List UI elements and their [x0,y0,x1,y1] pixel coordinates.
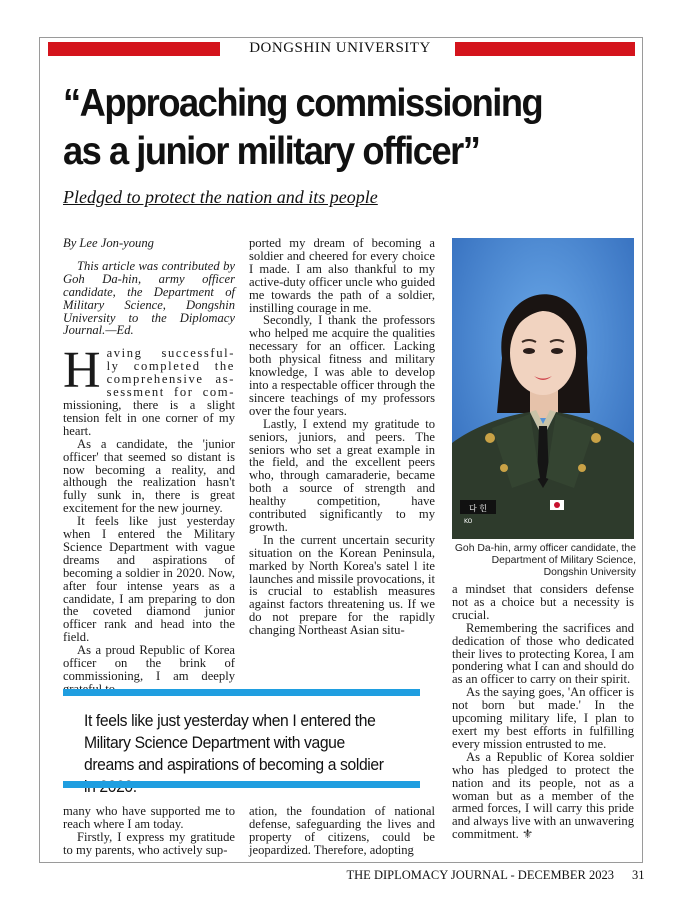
paragraph: Remembering the sacrifices and dedication of those who dedicated their lives to protecting Korea, I am pondering what I can and should do as an officer to carry on their spirit. [452,620,634,687]
paragraph: many who have supported me to reach where I am today. [63,804,235,831]
name-tag-sub: KO [464,518,473,525]
headline-line-1: “Approaching commissioning [63,82,543,125]
portrait-illustration [452,238,634,539]
drop-line-3: comprehensive as- [106,372,235,387]
headline-line-2: as a junior military officer” [63,130,480,173]
drop-line-1: aving successful- [106,346,235,361]
page-number: 31 [632,868,645,882]
banner-bar-right [455,42,635,56]
paragraph: ported my dream of becoming a soldier and cheered for every choice I made. I am also thankful to my active-duty officer uncle who guided me towards the path of a soldier, instilling courage in me. [249,236,435,315]
footer-publication: THE DIPLOMACY JOURNAL - DECEMBER 2023 [346,868,614,882]
headline [63,80,584,176]
column-1-bottom [63,805,235,857]
column-2-bottom [249,805,435,857]
photo-caption: Goh Da-hin, army officer candidate, the Department of Military Science, Dongshin University [454,543,636,579]
paragraph: As a candidate, the 'junior officer' that seemed so distant is now becoming a reality, and although the realization hasn't fully sunk in, there is great excitement for the new journey. [63,436,235,516]
column-1 [63,237,235,696]
pullquote-bar-bottom [63,781,420,788]
subheadline: Pledged to protect the nation and its people [63,187,378,207]
byline: By Lee Jon-young [63,236,154,250]
section-title: DONGSHIN UNIVERSITY [249,40,431,56]
end-mark-icon: ⚜ [521,827,534,842]
closing-text: As a Republic of Korea soldier who has pledged to protect the nation and its people, not as a woman but as a member of the armed forces, I will carry this pride and always live with an unwavering commitment. [452,749,634,842]
paragraph: a mindset that considers defense not as a choice but a necessity is crucial. [452,582,634,622]
paragraph: As the saying goes, 'An officer is not born but made.' In the upcoming military life, I plan to exert my best efforts in fulfilling every mission entrusted to me. [452,685,634,751]
paragraph: Firstly, I express my gratitude to my parents, who actively sup- [63,829,235,857]
contributor-note: This article was contributed by Goh Da-hin, army officer candidate, the Department of Military Science, Dongshin University to the Diplomacy Journal.—Ed. [63,258,235,338]
column-3 [452,583,634,841]
drop-line-2: ly completed the [106,359,235,374]
paragraph: In the current uncertain security situation on the Korean Peninsula, marked by North Korea's satel l ite launches and missile provocations, it is crucial to establish measures against factors threatening us. If we do not prepare for the rapidly changing Northeast Asian situ- [249,532,435,638]
banner-bar-left [48,42,220,56]
paragraph: ation, the foundation of national defense, safeguarding the lives and property of citizens, could be jeopardized. Therefore, adopting [249,804,435,857]
paragraph: Secondly, I thank the professors who helped me acquire the qualities necessary for an officer. Lacking both physical fitness and military knowledge, I was able to develop into a respectable officer through the sincere teachings of my professors over the four years. [249,313,435,418]
opening-rest: missioning, there is a slight tension felt in one corner of my heart. [63,397,235,438]
pullquote-bar-top [63,689,420,696]
paragraph-opening [63,342,235,438]
portrait-photo [452,238,634,539]
name-tag-text: 다 힌 [469,504,487,513]
paragraph: As a proud Republic of Korea officer on the brink of commissioning, I am deeply [63,643,235,683]
drop-cap: H [63,342,101,400]
paragraph: Lastly, I extend my gratitude to seniors, juniors, and peers. The seniors who set a great example in the field, and the excellent peers who, through camaraderie, became both a source of strength and healthy competition, have contributed significantly to my growth. [249,416,435,534]
pull-quote: It feels like just yesterday when I entered the Military Science Department with vague dreams and aspirations of becoming a soldier [84,712,384,774]
column-2 [249,237,435,637]
drop-line-4: sessment for com- [106,385,235,400]
paragraph: It feels like just yesterday when I entered the Military Science Department with vague dreams and aspirations of becoming a soldier in 2020. Now, after four intense years as a candidate, I am preparing to don the coveted diamond junior officer rank and head into the field. [63,514,235,645]
paragraph [452,751,634,841]
